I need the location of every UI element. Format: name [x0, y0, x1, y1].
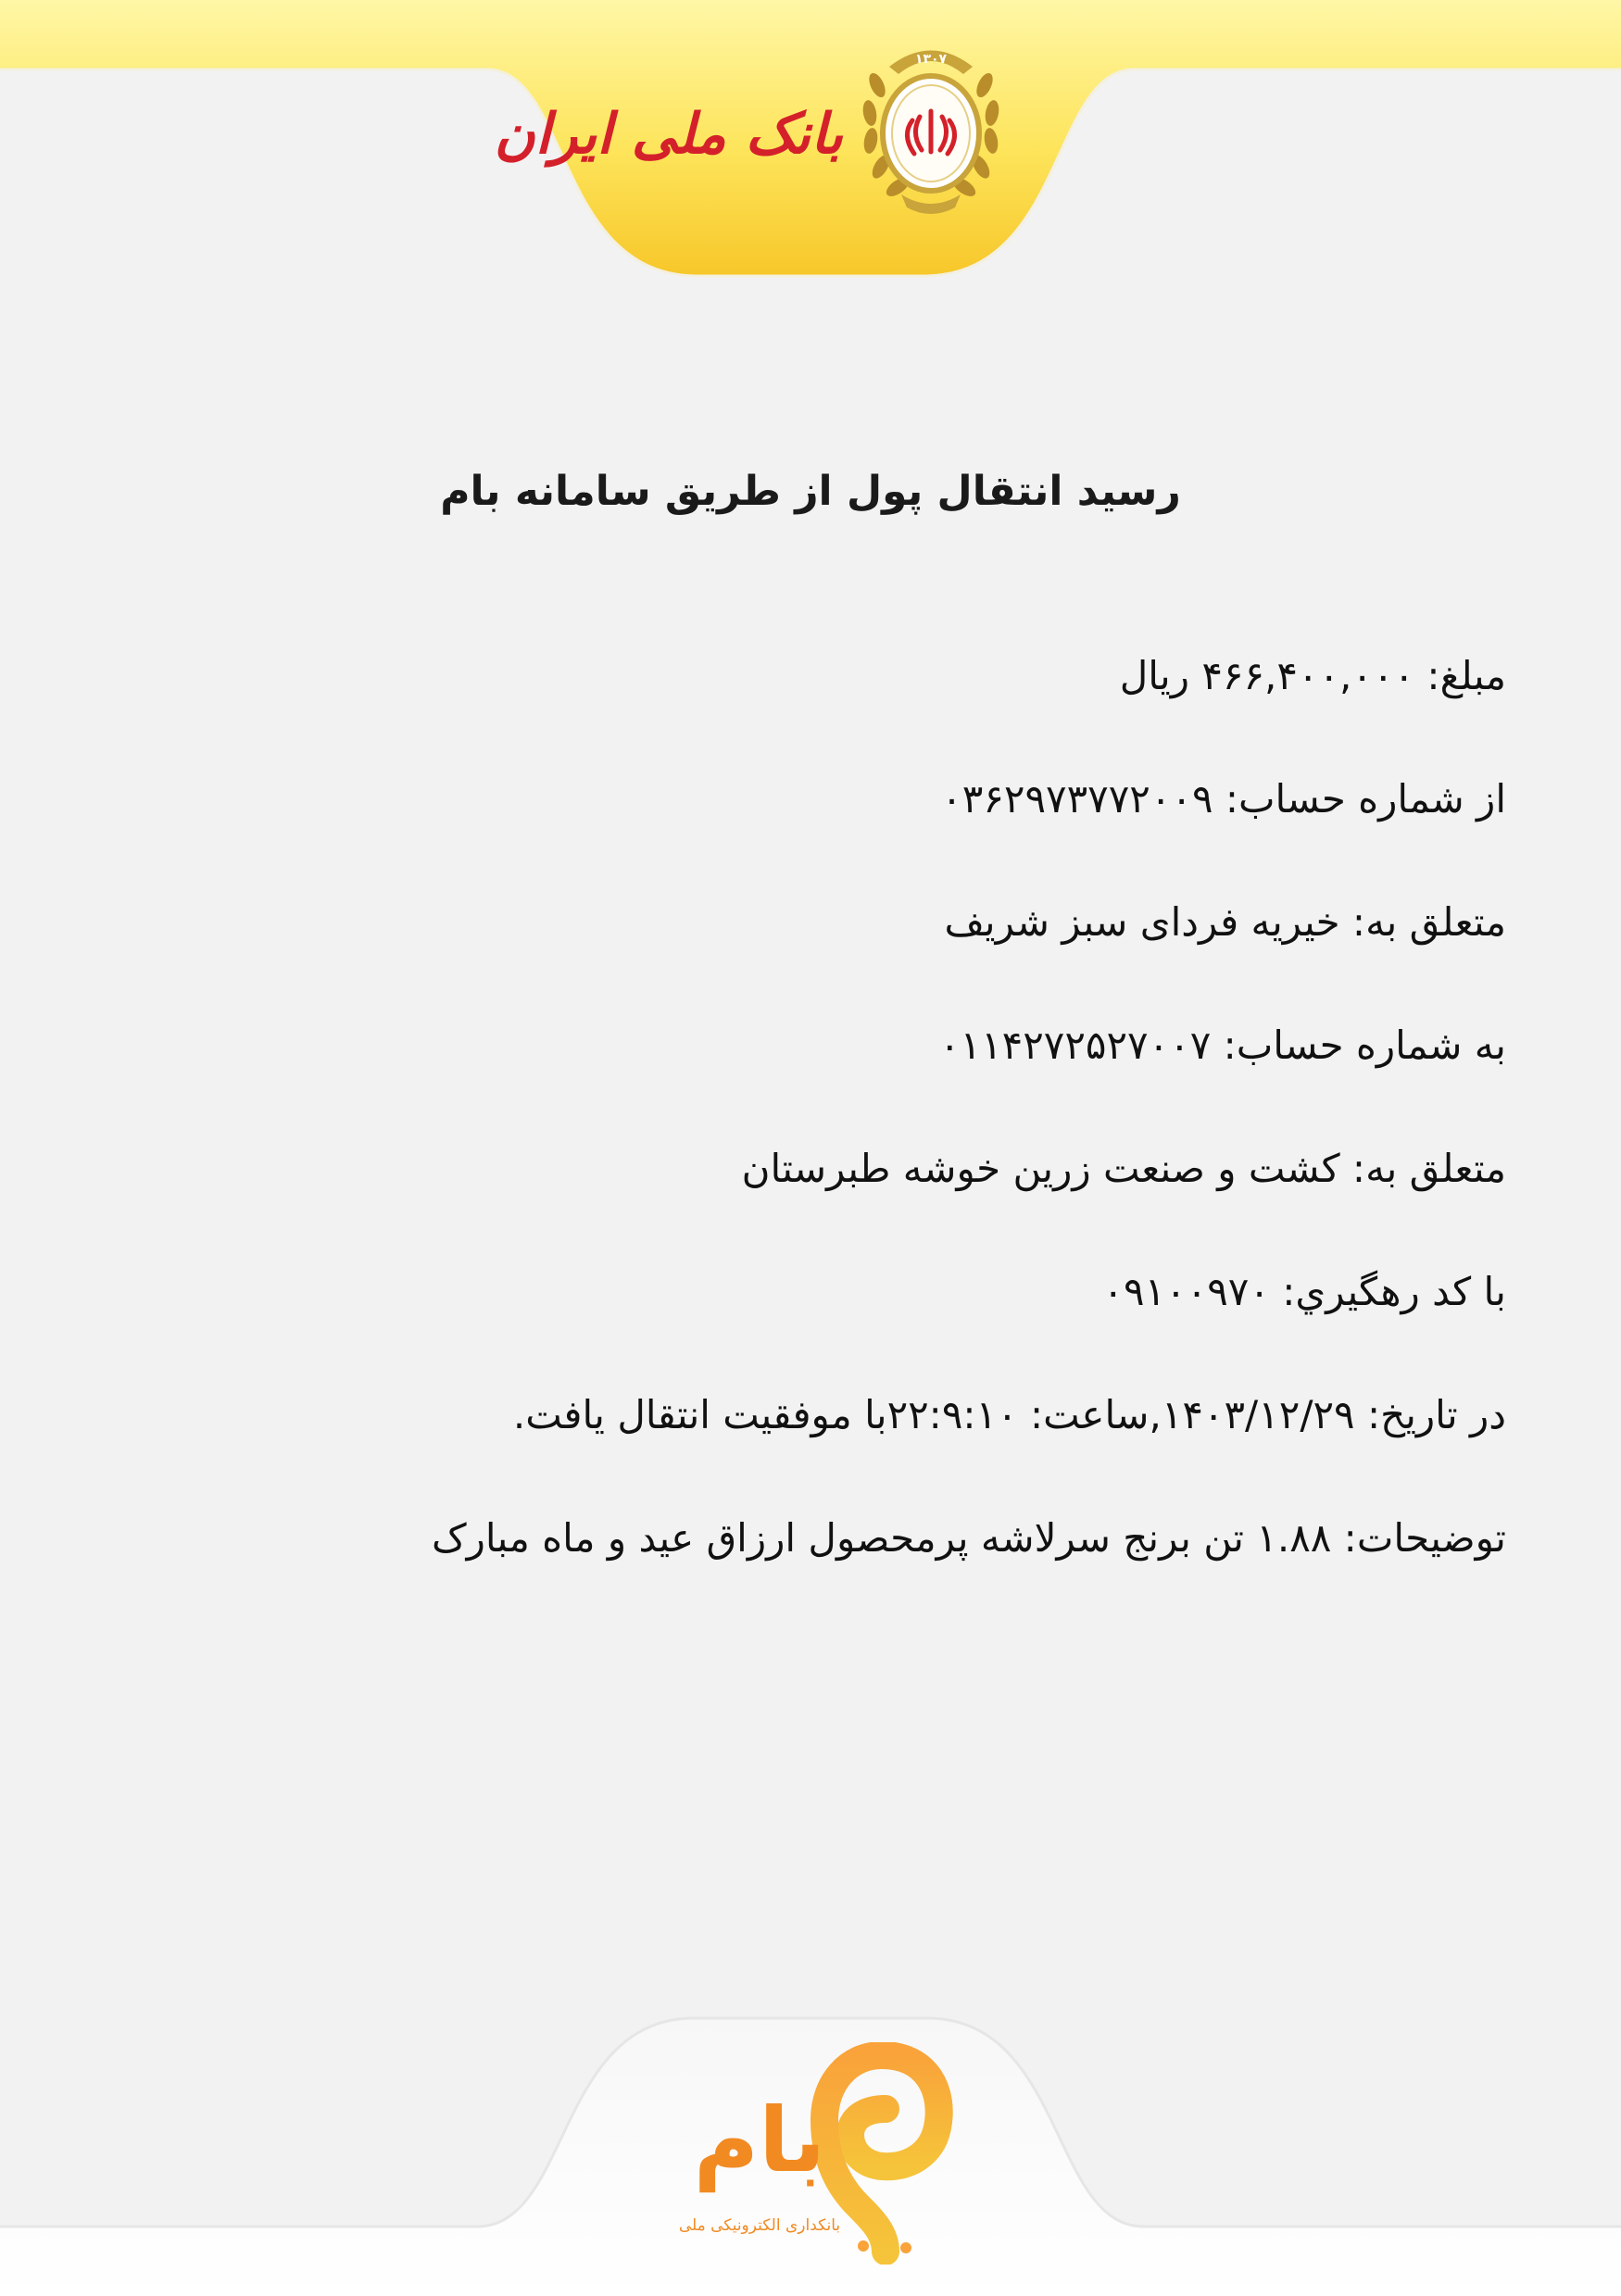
bank-emblem-icon [857, 30, 1005, 224]
tracking-code-field: با کد رهگيري: ۰۹۱۰۰۹۷۰ [1102, 1269, 1506, 1314]
from-owner-field: متعلق به: خیریه فردای سبز شریف [944, 899, 1506, 945]
receipt-title: رسید انتقال پول از طریق سامانه بام [440, 468, 1181, 515]
bank-name-logo: بانک ملی ایران [494, 102, 843, 167]
bam-logo-text: بام [693, 2089, 826, 2192]
to-account-field: به شماره حساب: ۰۱۱۴۲۷۲۵۲۷۰۰۷ [939, 1023, 1506, 1068]
bam-logo-tagline: بانکداری الکترونیکی ملی [678, 2216, 841, 2235]
date-time-field: در تاریخ: ۱۴۰۳/۱۲/۲۹,ساعت: ۲۲:۹:۱۰با موفقیت انتقال یافت. [512, 1392, 1506, 1437]
to-owner-field: متعلق به: کشت و صنعت زرین خوشه طبرستان [741, 1146, 1506, 1191]
amount-field: مبلغ: ۴۶۶,۴۰۰,۰۰۰ ریال [1119, 653, 1506, 698]
description-field: توضیحات: ۱.۸۸ تن برنج سرلاشه پرمحصول ارزاق عید و ماه مبارک [431, 1515, 1506, 1561]
emblem-year: ۱۳۰۷ [914, 52, 948, 67]
from-account-field: از شماره حساب: ۰۳۶۲۹۷۳۷۷۲۰۰۹ [941, 776, 1506, 822]
